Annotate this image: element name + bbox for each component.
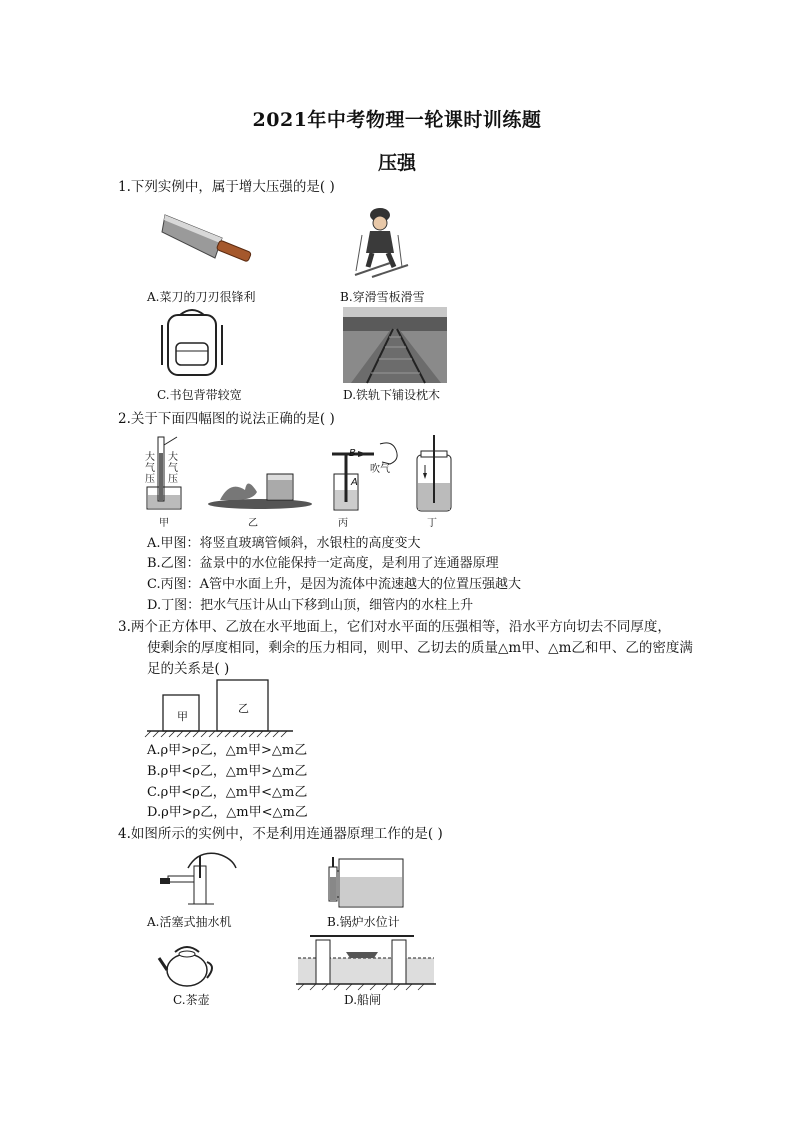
question-4-stem: 4.如图所示的实例中，不是利用连通器原理工作的是( ) — [118, 826, 443, 842]
railway-image — [343, 307, 447, 383]
cube-yi-label: 乙 — [238, 702, 249, 715]
question-2-stem: 2.关于下面四幅图的说法正确的是( ) — [118, 411, 335, 427]
question-3-stem-line1: 3.两个正方体甲、乙放在水平地面上，它们对水平面的压强相等，沿水平方向切去不同厚度， — [118, 619, 671, 635]
fig-label-jia: 甲 — [159, 518, 169, 529]
q4-option-b[interactable]: B.锅炉水位计 — [327, 915, 400, 929]
q3-option-a[interactable]: A.ρ甲>ρ乙，△m甲>△m乙 — [147, 743, 308, 758]
q3-option-d[interactable]: D.ρ甲>ρ乙，△m甲<△m乙 — [147, 805, 308, 820]
q1-option-c[interactable]: C.书包背带较宽 — [157, 388, 242, 402]
question-1-stem: 1.下列实例中，属于增大压强的是( ) — [118, 179, 335, 195]
fig-label-bing: 丙 — [338, 518, 348, 529]
ship-lock-image — [296, 930, 436, 992]
cube-jia-label: 甲 — [177, 710, 188, 723]
blow-label: 吹气 — [370, 464, 390, 475]
bonsai-diagram — [205, 470, 315, 510]
q3-option-c[interactable]: C.ρ甲<ρ乙，△m甲<△m乙 — [147, 785, 308, 800]
tube-b-label: B — [349, 448, 356, 459]
blowing-tube-diagram — [330, 440, 405, 512]
q3-option-b[interactable]: B.ρ甲<ρ乙，△m甲>△m乙 — [147, 764, 308, 779]
q4-option-d[interactable]: D.船闸 — [344, 993, 382, 1007]
atm-label-right: 大气压 — [168, 452, 178, 485]
teapot-image — [157, 940, 219, 990]
fig-label-ding: 丁 — [427, 518, 437, 529]
page-title: 2021年中考物理一轮课时训练题 — [252, 109, 542, 131]
skier-image — [350, 205, 410, 280]
fig-label-yi: 乙 — [248, 518, 258, 529]
piston-pump-image — [158, 848, 238, 910]
water-barometer-diagram — [413, 433, 455, 513]
cleaver-image — [160, 210, 260, 270]
q2-option-b[interactable]: B.乙图：盆景中的水位能保持一定高度，是利用了连通器原理 — [147, 556, 499, 571]
q1-option-d[interactable]: D.铁轨下铺设枕木 — [343, 388, 441, 402]
question-3-stem-line2: 使剩余的厚度相同，剩余的压力相同，则甲、乙切去的质量△m甲、△m乙和甲、乙的密度满 — [147, 640, 693, 656]
atm-label-left: 大气压 — [145, 452, 155, 485]
q4-option-a[interactable]: A.活塞式抽水机 — [147, 915, 232, 929]
boiler-gauge-image — [325, 855, 405, 910]
page-subtitle: 压强 — [377, 152, 416, 174]
cubes-on-ground-diagram — [145, 678, 295, 738]
tube-a-label: A — [351, 477, 358, 488]
q2-option-d[interactable]: D.丁图：把水气压计从山下移到山顶，细管内的水柱上升 — [147, 598, 474, 613]
q4-option-c[interactable]: C.茶壶 — [173, 993, 210, 1007]
q2-option-c[interactable]: C.丙图：A管中水面上升，是因为流体中流速越大的位置压强越大 — [147, 577, 522, 592]
q1-option-b[interactable]: B.穿滑雪板滑雪 — [340, 290, 425, 304]
q2-option-a[interactable]: A.甲图：将竖直玻璃管倾斜，水银柱的高度变大 — [147, 536, 421, 551]
backpack-image — [158, 305, 226, 380]
question-3-stem-line3: 足的关系是( ) — [147, 661, 230, 677]
q1-option-a[interactable]: A.菜刀的刀刃很锋利 — [147, 290, 256, 304]
